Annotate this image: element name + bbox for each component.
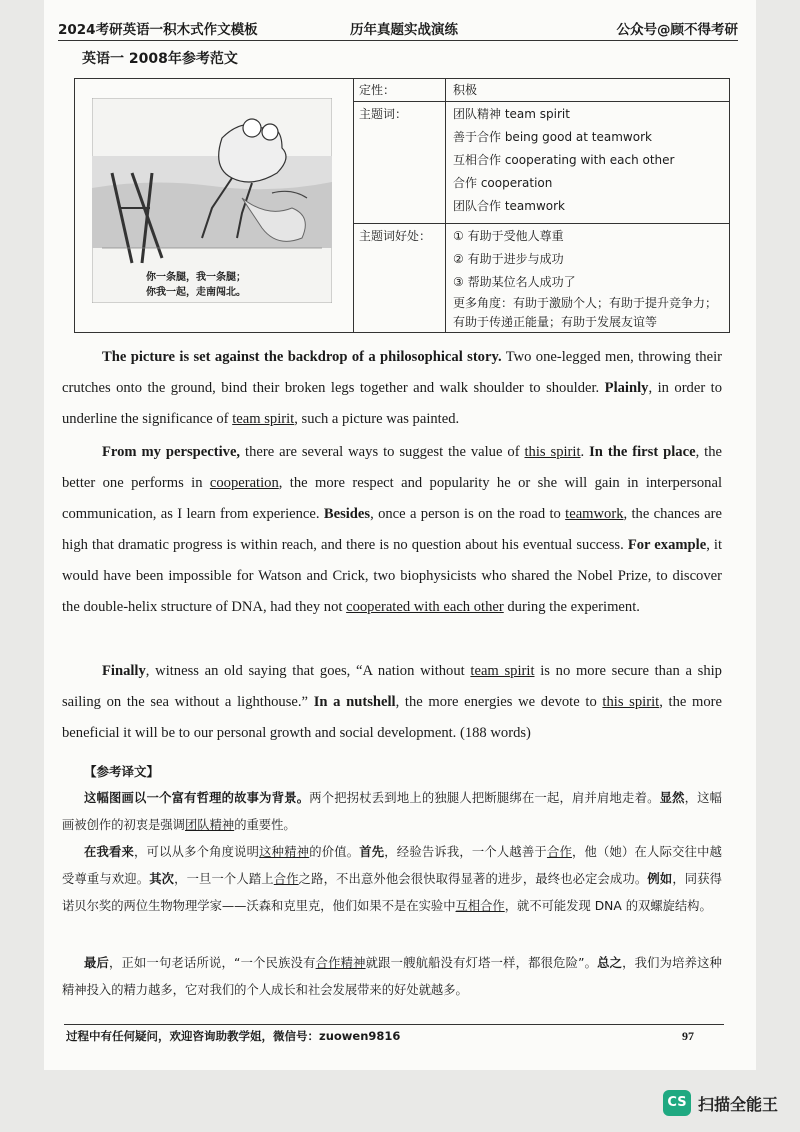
keyword-item: 合作 cooperation: [453, 176, 553, 190]
page-header: [58, 16, 738, 41]
camscanner-logo-icon: CS: [663, 1090, 691, 1116]
keyword-item: 团队精神 team spirit: [453, 107, 570, 121]
keyword-list: [453, 103, 674, 218]
table-row-divider: [353, 101, 729, 102]
table-divider: [445, 79, 446, 332]
essay-paragraph-2: From my perspective, there are several ways to suggest the value of this spirit. In the first place, the better one performs in cooperation, the more respect and popularity he or she will gain in interpersonal communication, as I learn from experience. Besides, once a person is on the road to teamwork, the chances are high that dramatic progress is within reach, and there is no question about his eventual success. For example, it would have been impossible for Watson and Crick, two biophysicists who shared the Nobel Prize, to discover the double-helix structure of DNA, had they not cooperated with each other during the experiment.: [62, 444, 723, 615]
page-number: 97: [682, 1029, 694, 1043]
keyword-item: 团队合作 teamwork: [453, 199, 565, 213]
caption-line: 你我一起，走南闯北。: [146, 287, 246, 298]
table-divider: [353, 79, 354, 332]
header-left: 2024考研英语一积木式作文模板: [58, 22, 258, 38]
benefit-item: ③ 帮助某位名人成功了: [453, 275, 576, 289]
benefit-list: [453, 225, 725, 332]
camscanner-watermark: 扫描全能王: [698, 1095, 779, 1114]
benefit-item: ① 有助于受他人尊重: [453, 229, 564, 243]
keyword-item: 互相合作 cooperating with each other: [453, 153, 675, 167]
benefit-item: ② 有助于进步与成功: [453, 252, 564, 266]
table-row-divider: [353, 223, 729, 224]
translation-paragraph-2: 在我看来，可以从多个角度说明这种精神的价值。首先，经验告诉我，一个人越善于合作，他（她）在人际交往中越受尊重与欢迎。其次，一旦一个人踏上合作之路，不出意外他会很快取得显著的进步，最终也必定会成功。例如，同获得诺贝尔奖的两位生物物理学家——沃森和克里克，他们如果不是在实验中互相合作，就不可能发现 DNA 的双螺旋结构。: [62, 845, 722, 913]
caption-line: 你一条腿，我一条腿；: [146, 272, 246, 283]
keyword-item: 善于合作 being good at teamwork: [453, 130, 652, 144]
essay-paragraph-1: The picture is set against the backdrop of a philosophical story. Two one-legged men, throwing their crutches onto the ground, bind their broken legs together and walk shoulder to shoulder. Plainly, in order to underline the significance of team spirit, such a picture was painted.: [62, 349, 723, 427]
translation-paragraph-1: 这幅图画以一个富有哲理的故事为背景。两个把拐杖丢到地上的独腿人把断腿绑在一起，肩并肩地走着。显然，这幅画被创作的初衷是强调团队精神的重要性。: [62, 791, 722, 832]
label-keywords: 主题词：: [359, 107, 408, 121]
cartoon-caption: [146, 270, 246, 300]
header-center: 历年真题实战演练: [350, 22, 458, 38]
essay-paragraph-3: Finally, witness an old saying that goes, “A nation without team spirit is no more secure than a ship sailing on the sea without a lighthouse.” In a nutshell, the more energies we devote to this spirit, the more beneficial it will be to our personal growth and social development. (188 words): [62, 663, 722, 741]
header-right: 公众号@顾不得考研: [616, 22, 738, 38]
section-title: 英语一 2008年参考范文: [82, 51, 238, 67]
more-angles: 更多角度：有助于激励个人；有助于提升竞争力；有助于传递正能量；有助于发展友谊等: [453, 296, 718, 329]
translation-paragraph-3: 最后，正如一句老话所说，“一个民族没有合作精神就跟一艘航船没有灯塔一样，都很危险”。总之，我们为培养这种精神投入的精力越多，它对我们的个人成长和社会发展带来的好处就越多。: [62, 956, 722, 997]
translation-title: 【参考译文】: [84, 764, 160, 779]
label-nature: 定性：: [359, 83, 396, 97]
value-nature: 积极: [453, 83, 478, 97]
label-benefits: 主题词好处：: [359, 229, 432, 243]
footer-contact: 过程中有任何疑问，欢迎咨询助教学姐，微信号：zuowen9816: [66, 1029, 401, 1043]
footer-divider: [64, 1024, 724, 1025]
